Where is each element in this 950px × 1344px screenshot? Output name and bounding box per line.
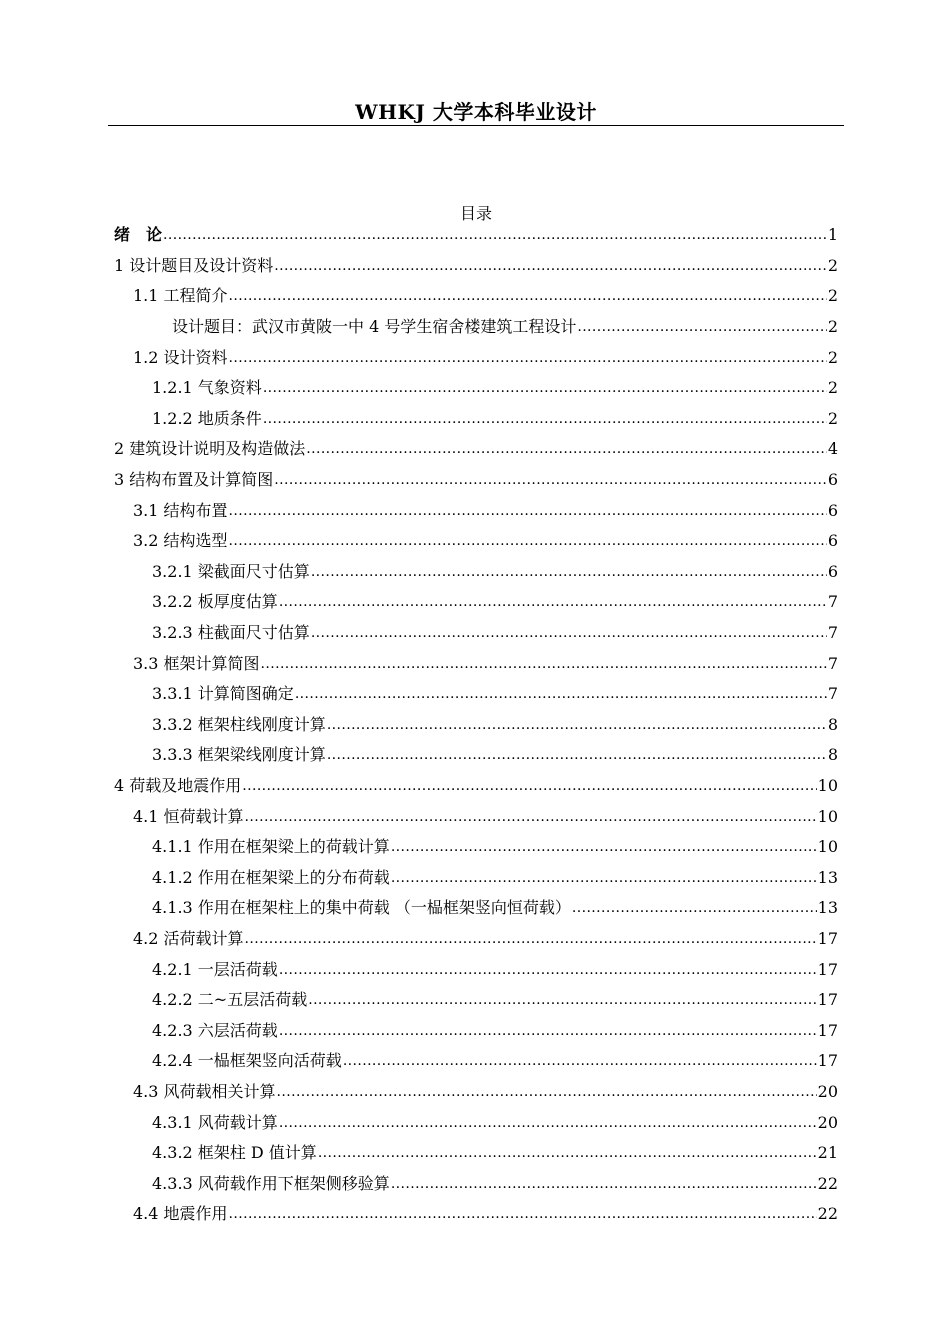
- toc-dot-leader: [163, 225, 827, 245]
- toc-entry[interactable]: [114, 1107, 838, 1138]
- toc-entry[interactable]: [114, 1077, 838, 1108]
- toc-dot-leader: [391, 868, 817, 888]
- toc-entry-text: 4.3.1 风荷载计算: [152, 1112, 278, 1132]
- toc-entry-text: 4 荷载及地震作用: [114, 775, 242, 795]
- toc-entry-page-number: 20: [817, 1081, 838, 1101]
- toc-dot-leader: [327, 715, 827, 735]
- toc-entry-page-number: 17: [817, 959, 838, 979]
- toc-entry-page-number: 10: [817, 775, 838, 795]
- toc-dot-leader: [229, 501, 827, 521]
- toc-entry[interactable]: [114, 648, 838, 679]
- toc-entry-page-number: 17: [817, 928, 838, 948]
- toc-entry-page-number: 6: [827, 500, 838, 520]
- toc-dot-leader: [229, 1204, 817, 1224]
- toc-entry-page-number: 13: [817, 898, 838, 918]
- toc-entry-text: 3.2.2 板厚度估算: [152, 592, 278, 612]
- toc-entry[interactable]: [114, 954, 838, 985]
- toc-entry-page-number: 7: [827, 684, 838, 704]
- toc-entry-page-number: 2: [827, 317, 838, 337]
- toc-dot-leader: [274, 470, 827, 490]
- toc-dot-leader: [229, 286, 827, 306]
- toc-entry-page-number: 10: [817, 806, 838, 826]
- toc-entry[interactable]: [114, 801, 838, 832]
- toc-dot-leader: [263, 378, 827, 398]
- toc-entry-text: 4.2 活荷载计算: [133, 928, 244, 948]
- toc-entry-text: 2 建筑设计说明及构造做法: [114, 439, 306, 459]
- toc-entry-page-number: 4: [827, 439, 838, 459]
- toc-entry-page-number: 22: [817, 1204, 838, 1224]
- toc-dot-leader: [295, 684, 827, 704]
- toc-entry[interactable]: [114, 465, 838, 496]
- toc-entry-page-number: 7: [827, 592, 838, 612]
- toc-entry-text: 4.4 地震作用: [133, 1204, 228, 1224]
- toc-entry-page-number: 2: [827, 378, 838, 398]
- toc-entry[interactable]: [114, 862, 838, 893]
- toc-entry[interactable]: [114, 251, 838, 282]
- toc-entry[interactable]: [114, 679, 838, 710]
- toc-entry-text: 3.2.1 梁截面尺寸估算: [152, 561, 310, 581]
- toc-dot-leader: [245, 807, 817, 827]
- toc-entry[interactable]: [114, 1168, 838, 1199]
- toc-entry[interactable]: [114, 342, 838, 373]
- toc-dot-leader: [229, 348, 827, 368]
- toc-dot-leader: [261, 654, 827, 674]
- toc-dot-leader: [327, 745, 827, 765]
- toc-entry-text: 4.2.1 一层活荷载: [152, 959, 278, 979]
- toc-entry-page-number: 17: [817, 990, 838, 1010]
- toc-entry-page-number: 6: [827, 561, 838, 581]
- toc-entry-text: 3.3.3 框架梁线刚度计算: [152, 745, 326, 765]
- toc-entry-page-number: 8: [827, 714, 838, 734]
- page-header-title: WHKJ 大学本科毕业设计: [355, 100, 597, 124]
- toc-entry[interactable]: [114, 924, 838, 955]
- toc-entry-text: 4.2.2 二~五层活荷载: [152, 990, 308, 1010]
- toc-dot-leader: [263, 409, 827, 429]
- toc-entry[interactable]: [114, 1015, 838, 1046]
- toc-entry-page-number: 7: [827, 623, 838, 643]
- toc-dot-leader: [245, 929, 817, 949]
- toc-entry-text: 1.1 工程简介: [133, 286, 228, 306]
- toc-dot-leader: [279, 592, 827, 612]
- toc-entry[interactable]: [114, 740, 838, 771]
- toc-entry[interactable]: [114, 1199, 838, 1230]
- toc-entry-page-number: 8: [827, 745, 838, 765]
- toc-title: 目录: [459, 204, 492, 223]
- toc-entry[interactable]: [114, 220, 838, 251]
- toc-entry-page-number: 22: [817, 1173, 838, 1193]
- toc-dot-leader: [306, 439, 827, 459]
- toc-entry[interactable]: [114, 281, 838, 312]
- toc-dot-leader: [277, 1082, 817, 1102]
- toc-entry-page-number: 1: [827, 225, 838, 245]
- toc-entry[interactable]: [114, 618, 838, 649]
- toc-dot-leader: [318, 1143, 817, 1163]
- toc-dot-leader: [343, 1051, 817, 1071]
- toc-dot-leader: [572, 898, 817, 918]
- toc-entry-text: 3.3.2 框架柱线刚度计算: [152, 714, 326, 734]
- toc-entry-text: 4.1.1 作用在框架梁上的荷载计算: [152, 837, 390, 857]
- toc-entry[interactable]: [114, 557, 838, 588]
- toc-entry-text: 4.2.3 六层活荷载: [152, 1020, 278, 1040]
- toc-entry-text: 4.3.2 框架柱 D 值计算: [152, 1143, 317, 1163]
- toc-entry[interactable]: [114, 771, 838, 802]
- toc-entry-page-number: 2: [827, 286, 838, 306]
- toc-entry-text: 3.2.3 柱截面尺寸估算: [152, 623, 310, 643]
- toc-entry[interactable]: [114, 710, 838, 741]
- toc-dot-leader: [279, 960, 817, 980]
- toc-entry-page-number: 20: [817, 1112, 838, 1132]
- toc-entry-text: 3 结构布置及计算简图: [114, 470, 274, 490]
- toc-entry-text: 3.1 结构布置: [133, 500, 228, 520]
- toc-entry-text: 设计题目：武汉市黄陂一中 4 号学生宿舍楼建筑工程设计: [172, 317, 577, 337]
- toc-entry-text: 1 设计题目及设计资料: [114, 255, 274, 275]
- toc-entry[interactable]: [114, 985, 838, 1016]
- toc-entry-text: 3.2 结构选型: [133, 531, 228, 551]
- toc-entry-page-number: 2: [827, 408, 838, 428]
- toc-entry-text: 绪 论: [114, 225, 163, 245]
- toc-entry-page-number: 2: [827, 255, 838, 275]
- toc-dot-leader: [279, 1021, 817, 1041]
- toc-entry-text: 4.1.3 作用在框架柱上的集中荷载 （一榀框架竖向恒荷载）: [152, 898, 571, 918]
- toc-entry-page-number: 21: [817, 1143, 838, 1163]
- toc-dot-leader: [308, 990, 816, 1010]
- table-of-contents: [114, 220, 838, 1230]
- toc-entry-page-number: 10: [817, 837, 838, 857]
- toc-entry-text: 4.1.2 作用在框架梁上的分布荷载: [152, 867, 390, 887]
- toc-entry[interactable]: [114, 526, 838, 557]
- toc-entry[interactable]: [114, 587, 838, 618]
- header-rule: [108, 125, 844, 126]
- toc-entry[interactable]: [114, 1046, 838, 1077]
- toc-entry[interactable]: [114, 893, 838, 924]
- toc-entry[interactable]: [114, 495, 838, 526]
- toc-dot-leader: [229, 531, 827, 551]
- toc-entry-page-number: 17: [817, 1051, 838, 1071]
- toc-entry-text: 1.2 设计资料: [133, 347, 228, 367]
- toc-entry-text: 3.3.1 计算简图确定: [152, 684, 294, 704]
- toc-entry-text: 4.1 恒荷载计算: [133, 806, 244, 826]
- toc-dot-leader: [577, 317, 826, 337]
- toc-entry-text: 1.2.2 地质条件: [152, 408, 262, 428]
- toc-entry[interactable]: [114, 312, 838, 343]
- toc-entry-text: 1.2.1 气象资料: [152, 378, 262, 398]
- toc-dot-leader: [311, 562, 827, 582]
- toc-entry-page-number: 6: [827, 531, 838, 551]
- toc-dot-leader: [391, 837, 817, 857]
- toc-entry-page-number: 6: [827, 470, 838, 490]
- toc-entry[interactable]: [114, 832, 838, 863]
- toc-dot-leader: [274, 256, 827, 276]
- toc-entry-page-number: 17: [817, 1020, 838, 1040]
- toc-entry-page-number: 2: [827, 347, 838, 367]
- toc-dot-leader: [279, 1113, 817, 1133]
- toc-entry-page-number: 13: [817, 867, 838, 887]
- toc-entry[interactable]: [114, 404, 838, 435]
- toc-dot-leader: [391, 1174, 817, 1194]
- toc-entry[interactable]: [114, 373, 838, 404]
- toc-entry-page-number: 7: [827, 653, 838, 673]
- toc-entry-text: 4.2.4 一榀框架竖向活荷载: [152, 1051, 342, 1071]
- toc-entry[interactable]: [114, 434, 838, 465]
- toc-entry-text: 3.3 框架计算简图: [133, 653, 260, 673]
- toc-entry-text: 4.3.3 风荷载作用下框架侧移验算: [152, 1173, 390, 1193]
- toc-dot-leader: [311, 623, 827, 643]
- toc-dot-leader: [242, 776, 816, 796]
- toc-entry[interactable]: [114, 1138, 838, 1169]
- toc-entry-text: 4.3 风荷载相关计算: [133, 1081, 276, 1101]
